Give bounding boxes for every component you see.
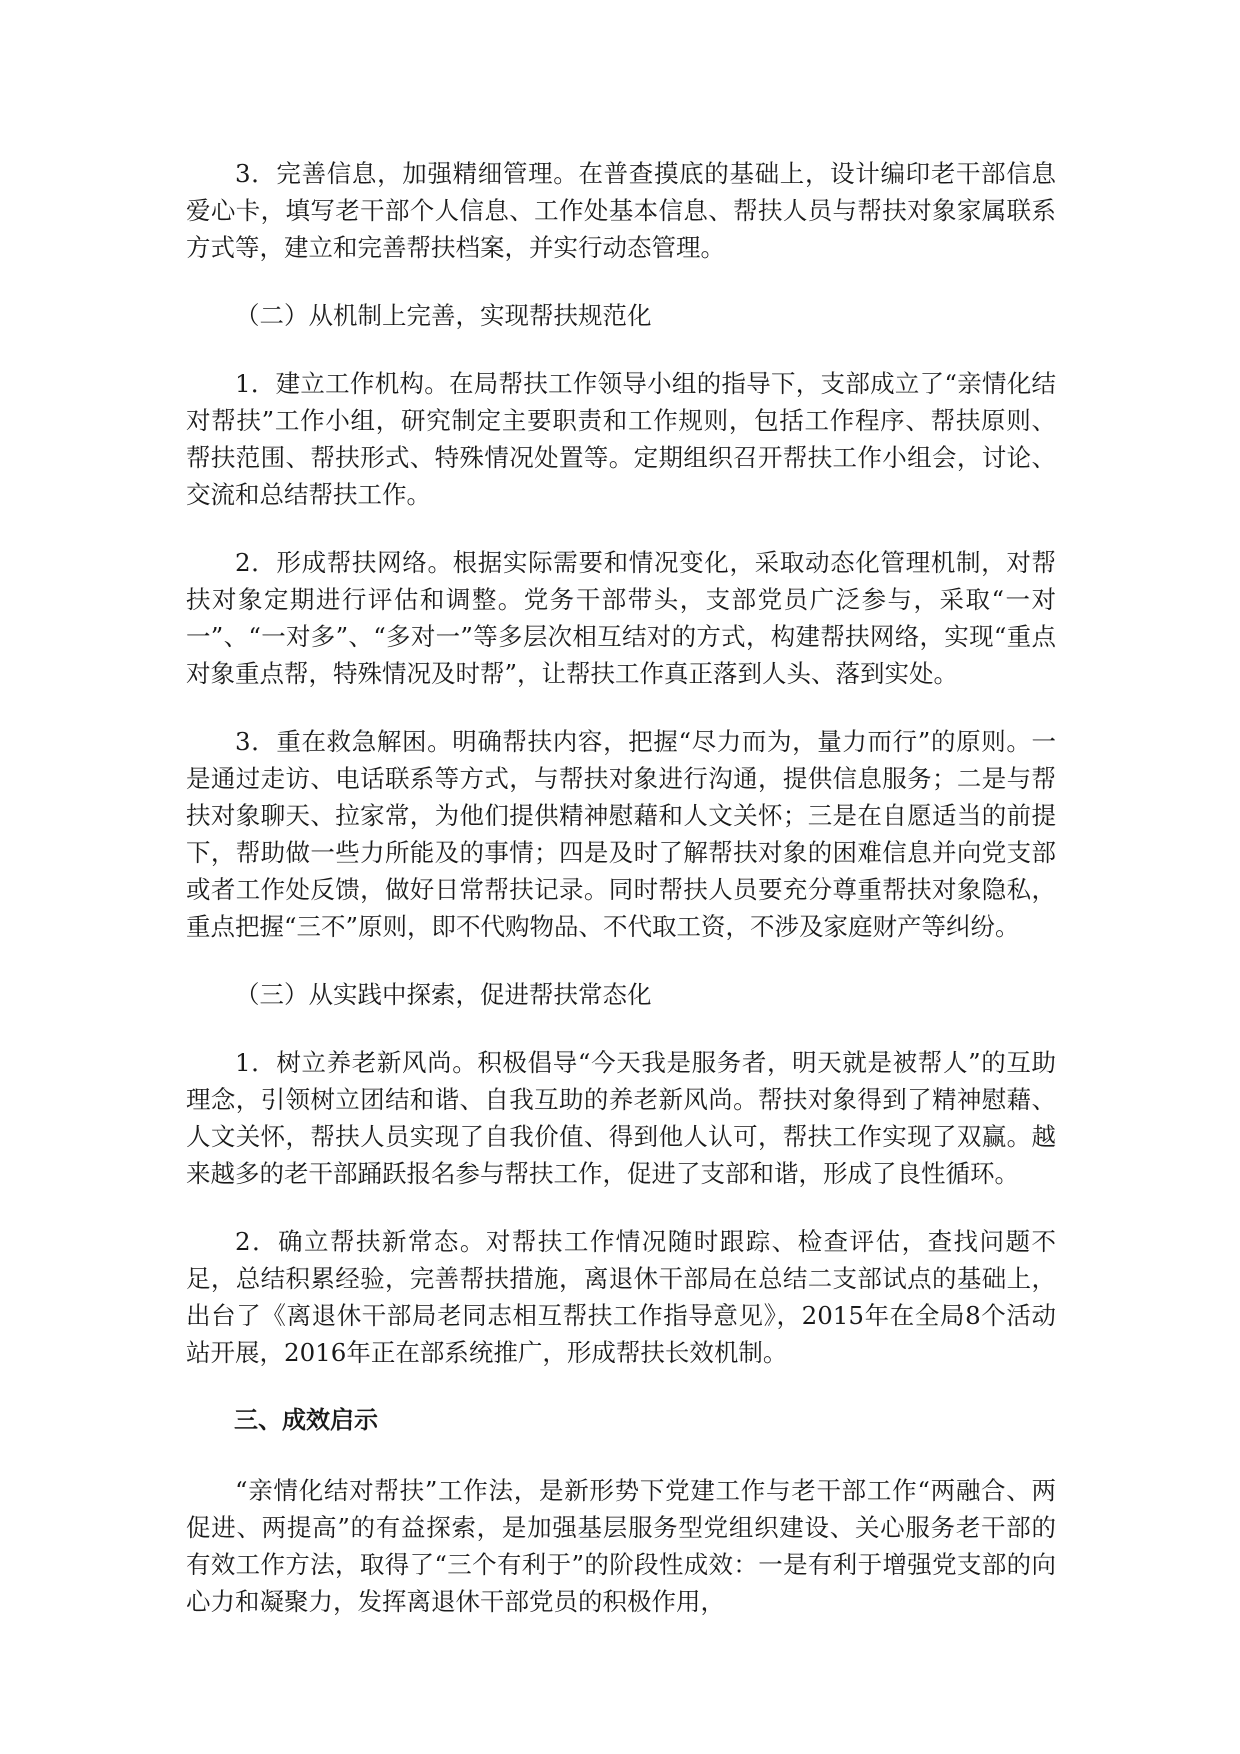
- document-body: [186, 155, 1056, 1651]
- paragraph-establish-organization: 1．建立工作机构。在局帮扶工作领导小组的指导下，支部成立了“亲情化结对帮扶”工作小组，研究制定主要职责和工作规则，包括工作程序、帮扶原则、帮扶范围、帮扶形式、特殊情况处置等。定期组织召开帮扶工作小组会，讨论、交流和总结帮扶工作。: [186, 369, 1056, 509]
- paragraph-emergency-relief: 3．重在救急解困。明确帮扶内容，把握“尽力而为，量力而行”的原则。一是通过走访、电话联系等方式，与帮扶对象进行沟通，提供信息服务；二是与帮扶对象聊天、拉家常，为他们提供精神慰藉和人文关怀；三是在自愿适当的前提下，帮助做一些力所能及的事情；四是及时了解帮扶对象的困难信息并向党支部或者工作处反馈，做好日常帮扶记录。同时帮扶人员要充分尊重帮扶对象隐私，重点把握“三不”原则，即不代购物品、不代取工资，不涉及家庭财产等纠纷。: [186, 727, 1056, 941]
- paragraph-assistance-network: 2．形成帮扶网络。根据实际需要和情况变化，采取动态化管理机制，对帮扶对象定期进行评估和调整。党务干部带头，支部党员广泛参与，采取“一对一”、“一对多”、“多对一”等多层次相互结对的方式，构建帮扶网络，实现“重点对象重点帮，特殊情况及时帮”，让帮扶工作真正落到人头、落到实处。: [186, 548, 1056, 688]
- paragraph-new-normal: 2．确立帮扶新常态。对帮扶工作情况随时跟踪、检查评估，查找问题不足，总结积累经验，完善帮扶措施，离退休干部局在总结二支部试点的基础上，出台了《离退休干部局老同志相互帮扶工作指导意见》，2015年在全局8个活动站开展，2016年正在部系统推广，形成帮扶长效机制。: [186, 1227, 1056, 1367]
- paragraph-improve-information: 3．完善信息，加强精细管理。在普查摸底的基础上，设计编印老干部信息爱心卡，填写老干部个人信息、工作处基本信息、帮扶人员与帮扶对象家属联系方式等，建立和完善帮扶档案，并实行动态管理。: [186, 159, 1056, 262]
- subheading-practice: （三）从实践中探索，促进帮扶常态化: [235, 980, 652, 1009]
- section-heading-results: 三、成效启示: [234, 1406, 378, 1434]
- subheading-mechanism: （二）从机制上完善，实现帮扶规范化: [235, 301, 652, 330]
- paragraph-new-trend: 1．树立养老新风尚。积极倡导“今天我是服务者，明天就是被帮人”的互助理念，引领树立团结和谐、自我互助的养老新风尚。帮扶对象得到了精神慰藉、人文关怀，帮扶人员实现了自我价值、得到他人认可，帮扶工作实现了双赢。越来越多的老干部踊跃报名参与帮扶工作，促进了支部和谐，形成了良性循环。: [186, 1048, 1056, 1188]
- paragraph-method-summary: “亲情化结对帮扶”工作法，是新形势下党建工作与老干部工作“两融合、两促进、两提高”的有益探索，是加强基层服务型党组织建设、关心服务老干部的有效工作方法，取得了“三个有利于”的阶段性成效：一是有利于增强党支部的向心力和凝聚力，发挥离退休干部党员的积极作用，: [186, 1476, 1056, 1616]
